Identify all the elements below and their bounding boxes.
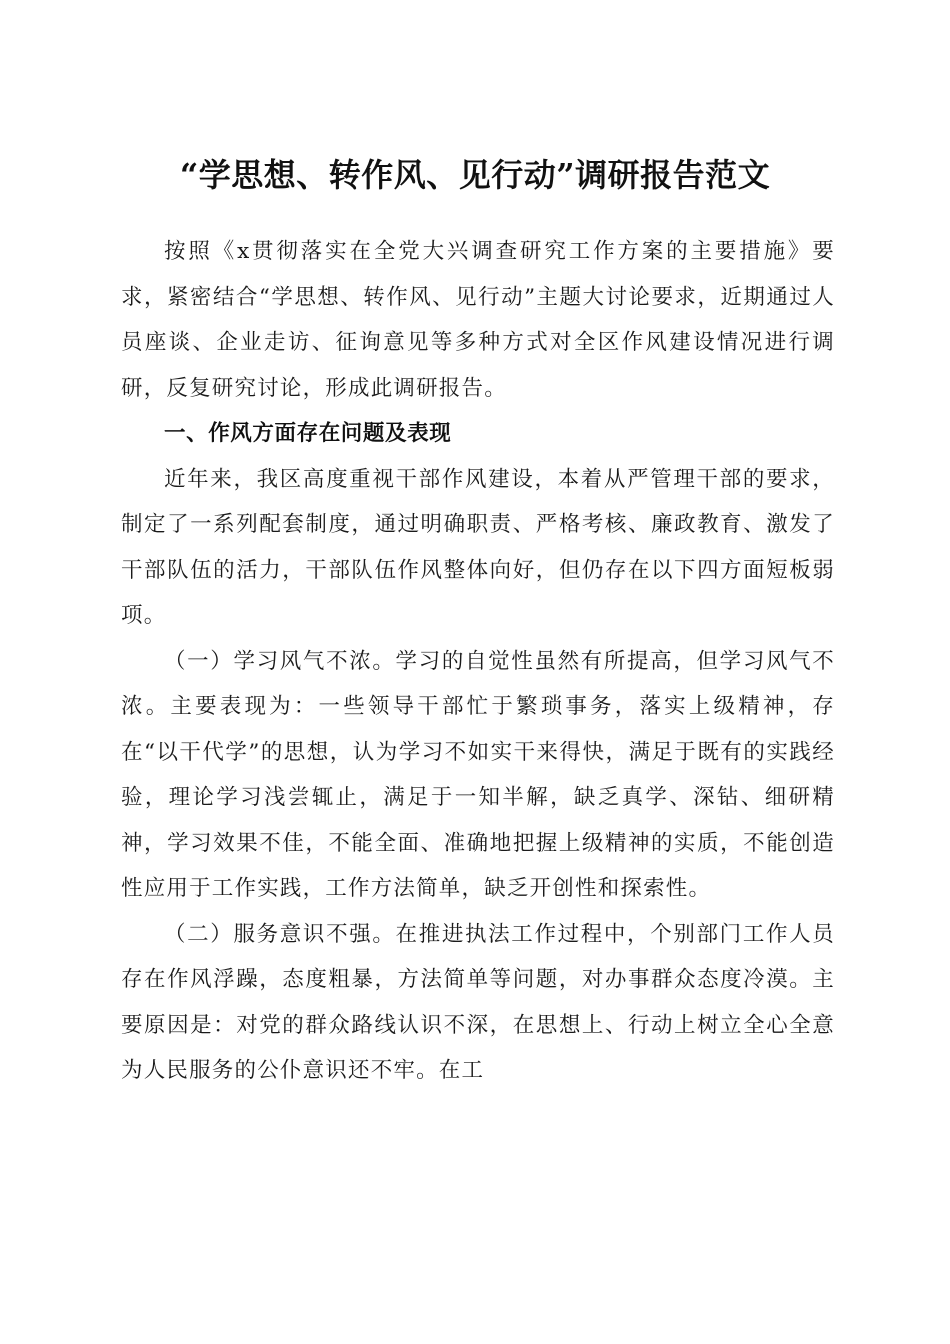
section-heading: 一、作风方面存在问题及表现 (164, 421, 452, 446)
overview-paragraph: 近年来，我区高度重视干部作风建设，本着从严管理干部的要求，制定了一系列配套制度，通过明确职责、严格考核、廉政教育、激发了干部队伍的活力，干部队伍作风整体向好，但仍存在以下四方面短板弱项。 (121, 466, 835, 628)
item-two-paragraph (121, 912, 835, 1094)
item-one-lead: （一）学习风气不浓。 (164, 648, 396, 674)
document-body (121, 229, 835, 1094)
intro-paragraph: 按照《x贯彻落实在全党大兴调查研究工作方案的主要措施》要求，紧密结合“学思想、转作风、见行动”主题大讨论要求，近期通过人员座谈、企业走访、征询意见等多种方式对全区作风建设情况进行调研，反复研究讨论，形成此调研报告。 (121, 239, 835, 401)
item-one-paragraph (121, 639, 835, 912)
item-two-lead: （二）服务意识不强。 (164, 921, 396, 947)
document-title: “学思想、转作风、见行动”调研报告范文 (179, 156, 771, 195)
item-two-text: 在推进执法工作过程中，个别部门工作人员存在作风浮躁，态度粗暴，方法简单等问题，对办事群众态度冷漠。主要原因是：对党的群众路线认识不深，在思想上、行动上树立全心全意为人民服务的公仆意识还不牢。在工 (121, 921, 835, 1083)
item-one-text: 学习的自觉性虽然有所提高，但学习风气不浓。主要表现为：一些领导干部忙于繁琐事务，落实上级精神，存在“以干代学”的思想，认为学习不如实干来得快，满足于既有的实践经验，理论学习浅尝辄止，满足于一知半解，缺乏真学、深钻、细研精神，学习效果不佳，不能全面、准确地把握上级精神的实质，不能创造性应用于工作实践，工作方法简单，缺乏开创性和探索性。 (121, 648, 835, 901)
